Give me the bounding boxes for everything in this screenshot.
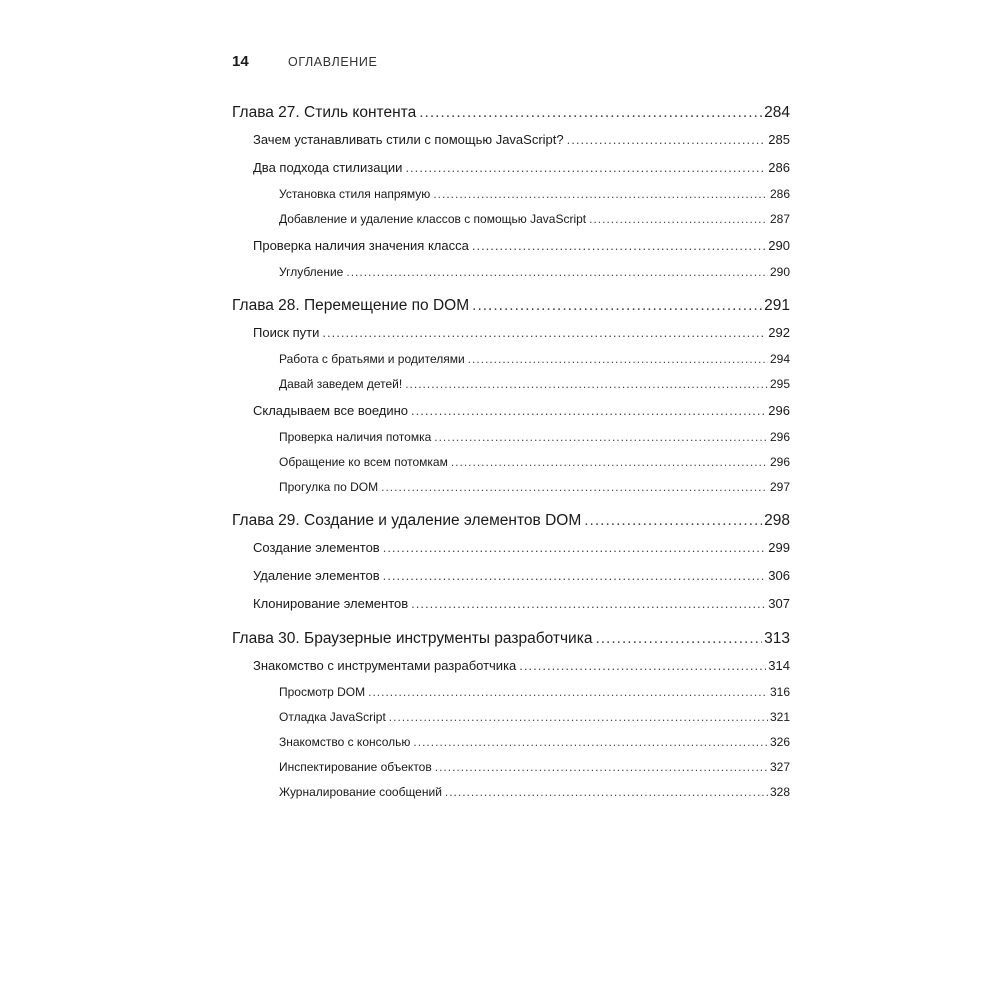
dot-leader — [381, 475, 768, 500]
toc-subsection-entry — [232, 207, 790, 232]
toc-entry-page: 314 — [768, 658, 790, 673]
toc-entry-title: Складываем все воедино — [253, 403, 409, 418]
toc-entry-page: 294 — [769, 352, 790, 366]
toc-entry-page: 296 — [769, 455, 790, 469]
toc-section-entry — [232, 154, 790, 182]
toc-subsection-entry — [232, 755, 790, 780]
dot-leader — [433, 182, 768, 207]
toc-entry-page: 286 — [768, 160, 790, 175]
dot-leader — [411, 397, 766, 425]
toc-chapter-entry — [232, 100, 790, 126]
toc-entry-page: 298 — [764, 512, 790, 529]
toc-entry-title: Поиск пути — [253, 325, 320, 340]
toc-entry-page: 284 — [764, 104, 790, 121]
toc-entry-title: Отладка JavaScript — [279, 710, 386, 724]
dot-leader — [595, 626, 762, 652]
toc-entry-title: Добавление и удаление классов с помощью JavaScript — [279, 212, 587, 226]
toc-subsection-entry — [232, 425, 790, 450]
dot-leader — [411, 590, 766, 618]
toc-section-entry — [232, 397, 790, 425]
toc-section-entry — [232, 534, 790, 562]
dot-leader — [322, 319, 766, 347]
toc-entry-page: 290 — [768, 238, 790, 253]
toc-entry-page: 326 — [769, 735, 790, 749]
toc-entry-page: 328 — [769, 785, 790, 799]
dot-leader — [383, 534, 767, 562]
dot-leader — [451, 450, 768, 475]
page-header — [232, 53, 377, 70]
dot-leader — [584, 508, 762, 534]
dot-leader — [519, 652, 766, 680]
dot-leader — [346, 260, 768, 285]
dot-leader — [413, 730, 768, 755]
dot-leader — [405, 154, 766, 182]
toc-subsection-entry — [232, 780, 790, 805]
toc-entry-page: 295 — [769, 377, 790, 391]
toc-entry-title: Удаление элементов — [253, 568, 380, 583]
toc-entry-page: 321 — [769, 710, 790, 724]
dot-leader — [435, 755, 768, 780]
toc-section-entry — [232, 232, 790, 260]
toc-entry-title: Обращение ко всем потомкам — [279, 455, 448, 469]
toc-entry-page: 287 — [769, 212, 790, 226]
toc-subsection-entry — [232, 705, 790, 730]
toc-subsection-entry — [232, 475, 790, 500]
toc-entry-page: 286 — [769, 187, 790, 201]
toc-entry-title: Клонирование элементов — [253, 596, 409, 611]
toc-entry-page: 327 — [769, 760, 790, 774]
toc-entry-page: 290 — [769, 265, 790, 279]
running-title: ОГЛАВЛЕНИЕ — [288, 55, 378, 69]
toc-section-entry — [232, 590, 790, 618]
toc-entry-title: Прогулка по DOM — [279, 480, 379, 494]
toc-entry-title: Создание элементов — [253, 540, 380, 555]
toc-entry-title: Глава 27. Стиль контента — [232, 104, 417, 121]
toc-entry-page: 292 — [768, 325, 790, 340]
toc-entry-page: 299 — [768, 540, 790, 555]
toc-entry-title: Просмотр DOM — [279, 685, 366, 699]
dot-leader — [368, 680, 768, 705]
toc-section-entry — [232, 126, 790, 154]
toc-entry-title: Давай заведем детей! — [279, 377, 403, 391]
toc-subsection-entry — [232, 680, 790, 705]
toc-entry-title: Проверка наличия значения класса — [253, 238, 469, 253]
toc-entry-page: 296 — [768, 403, 790, 418]
toc-chapter-entry — [232, 508, 790, 534]
dot-leader — [419, 100, 762, 126]
dot-leader — [383, 562, 767, 590]
toc-entry-title: Глава 28. Перемещение по DOM — [232, 297, 470, 314]
dot-leader — [589, 207, 768, 232]
toc-entry-title: Журналирование сообщений — [279, 785, 442, 799]
toc-entry-title: Инспектирование объектов — [279, 760, 432, 774]
toc-entry-title: Установка стиля напрямую — [279, 187, 431, 201]
dot-leader — [472, 293, 762, 319]
toc-entry-page: 313 — [764, 630, 790, 647]
toc-entry-page: 285 — [768, 132, 790, 147]
toc-subsection-entry — [232, 347, 790, 372]
dot-leader — [468, 347, 768, 372]
toc-section-entry — [232, 562, 790, 590]
toc-subsection-entry — [232, 260, 790, 285]
toc-entry-title: Глава 30. Браузерные инструменты разработчика — [232, 630, 593, 647]
toc-section-entry — [232, 319, 790, 347]
dot-leader — [472, 232, 766, 260]
toc-entry-page: 291 — [764, 297, 790, 314]
toc-entry-title: Проверка наличия потомка — [279, 430, 432, 444]
toc-chapter-entry — [232, 626, 790, 652]
toc-entry-title: Глава 29. Создание и удаление элементов DOM — [232, 512, 582, 529]
table-of-contents — [232, 100, 790, 805]
toc-entry-title: Знакомство с инструментами разработчика — [253, 658, 517, 673]
toc-entry-title: Два подхода стилизации — [253, 160, 403, 175]
dot-leader — [445, 780, 768, 805]
toc-entry-page: 306 — [768, 568, 790, 583]
toc-subsection-entry — [232, 182, 790, 207]
toc-entry-title: Зачем устанавливать стили с помощью JavaScript? — [253, 132, 564, 147]
dot-leader — [434, 425, 768, 450]
toc-entry-title: Работа с братьями и родителями — [279, 352, 465, 366]
toc-entry-title: Углубление — [279, 265, 344, 279]
toc-entry-page: 296 — [769, 430, 790, 444]
toc-subsection-entry — [232, 730, 790, 755]
page-number: 14 — [232, 53, 249, 70]
toc-subsection-entry — [232, 450, 790, 475]
toc-chapter-entry — [232, 293, 790, 319]
dot-leader — [405, 372, 768, 397]
toc-subsection-entry — [232, 372, 790, 397]
toc-section-entry — [232, 652, 790, 680]
dot-leader — [567, 126, 767, 154]
dot-leader — [389, 705, 768, 730]
toc-entry-title: Знакомство с консолью — [279, 735, 411, 749]
toc-entry-page: 297 — [769, 480, 790, 494]
toc-entry-page: 307 — [768, 596, 790, 611]
toc-entry-page: 316 — [769, 685, 790, 699]
